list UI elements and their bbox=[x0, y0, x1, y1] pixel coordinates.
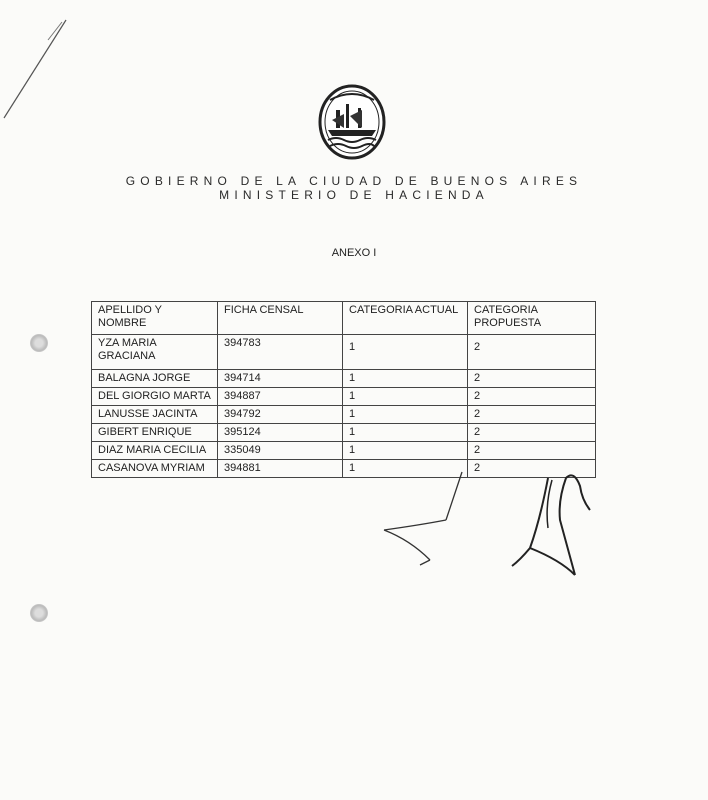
proposed-category-cell: 2 bbox=[468, 424, 596, 442]
name-cell: BALAGNA JORGE bbox=[92, 370, 218, 388]
current-category-cell: 1 bbox=[343, 335, 468, 370]
ficha-cell: 335049 bbox=[218, 442, 343, 460]
proposed-category-cell: 2 bbox=[468, 406, 596, 424]
column-header: CATEGORIA PROPUESTA bbox=[468, 302, 596, 335]
current-category-cell: 1 bbox=[343, 406, 468, 424]
table-row bbox=[92, 424, 596, 442]
table-row bbox=[92, 406, 596, 424]
table-header-row bbox=[92, 302, 596, 335]
ficha-cell: 394881 bbox=[218, 460, 343, 478]
proposed-category-cell: 2 bbox=[468, 460, 596, 478]
name-cell: CASANOVA MYRIAM bbox=[92, 460, 218, 478]
table-row bbox=[92, 388, 596, 406]
ficha-cell: 395124 bbox=[218, 424, 343, 442]
name-cell: DEL GIORGIO MARTA bbox=[92, 388, 218, 406]
ministry-title: MINISTERIO DE HACIENDA bbox=[219, 188, 489, 202]
punch-hole bbox=[30, 334, 48, 352]
column-header: APELLIDO Y NOMBRE bbox=[92, 302, 218, 335]
proposed-category-cell: 2 bbox=[468, 370, 596, 388]
table-row bbox=[92, 442, 596, 460]
current-category-cell: 1 bbox=[343, 388, 468, 406]
name-cell: YZA MARIA GRACIANA bbox=[92, 335, 218, 370]
proposed-category-cell: 2 bbox=[468, 442, 596, 460]
personnel-table bbox=[91, 301, 596, 478]
table-row bbox=[92, 460, 596, 478]
column-header: FICHA CENSAL bbox=[218, 302, 343, 335]
table-row bbox=[92, 370, 596, 388]
proposed-category-cell: 2 bbox=[468, 335, 596, 370]
punch-hole bbox=[30, 604, 48, 622]
current-category-cell: 1 bbox=[343, 442, 468, 460]
ficha-cell: 394783 bbox=[218, 335, 343, 370]
coat-of-arms-icon bbox=[316, 80, 388, 160]
current-category-cell: 1 bbox=[343, 460, 468, 478]
proposed-category-cell: 2 bbox=[468, 388, 596, 406]
annex-title: ANEXO I bbox=[331, 247, 377, 259]
current-category-cell: 1 bbox=[343, 370, 468, 388]
ficha-cell: 394792 bbox=[218, 406, 343, 424]
column-header: CATEGORIA ACTUAL bbox=[343, 302, 468, 335]
name-cell: DIAZ MARIA CECILIA bbox=[92, 442, 218, 460]
current-category-cell: 1 bbox=[343, 424, 468, 442]
name-cell: LANUSSE JACINTA bbox=[92, 406, 218, 424]
government-title: GOBIERNO DE LA CIUDAD DE BUENOS AIRES bbox=[125, 174, 583, 188]
ficha-cell: 394714 bbox=[218, 370, 343, 388]
ficha-cell: 394887 bbox=[218, 388, 343, 406]
name-cell: GIBERT ENRIQUE bbox=[92, 424, 218, 442]
table-row bbox=[92, 335, 596, 370]
